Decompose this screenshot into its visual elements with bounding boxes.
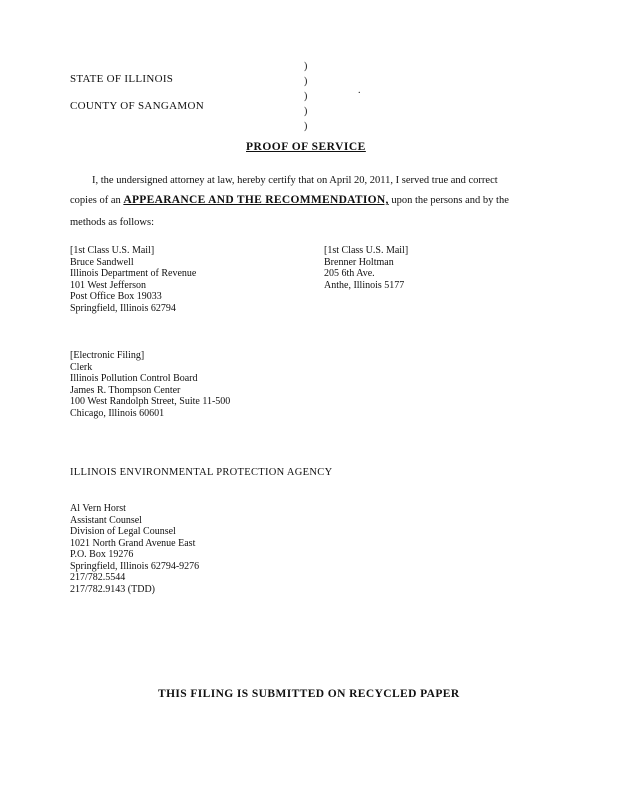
service-block-electronic bbox=[70, 350, 230, 419]
document-title: APPEARANCE AND THE RECOMMENDATION, bbox=[123, 194, 389, 206]
service-method: [1st Class U.S. Mail] bbox=[70, 245, 155, 256]
signatory-block bbox=[70, 503, 199, 595]
service-method: [1st Class U.S. Mail] bbox=[324, 245, 409, 256]
address-line: Post Office Box 19033 bbox=[70, 291, 162, 302]
paren-5: ) bbox=[304, 121, 308, 132]
line2-pre: copies of an bbox=[70, 195, 124, 206]
caption-county: COUNTY OF SANGAMON bbox=[70, 100, 204, 112]
signatory-line: 217/782.9143 (TDD) bbox=[70, 583, 155, 595]
agency-name: ILLINOIS ENVIRONMENTAL PROTECTION AGENCY bbox=[70, 467, 333, 478]
paren-1: ) bbox=[304, 61, 308, 72]
certification-line-1: I, the undersigned attorney at law, hereby certify that on April 20, 2011, I served true and correct bbox=[92, 175, 498, 186]
line2-post: upon the persons and by the bbox=[388, 195, 509, 206]
signatory-line: P.O. Box 19276 bbox=[70, 549, 134, 560]
paren-4: ) bbox=[304, 106, 308, 117]
signatory-line: Al Vern Horst bbox=[70, 503, 126, 514]
signatory-line: Division of Legal Counsel bbox=[70, 526, 176, 537]
certification-line-2 bbox=[70, 194, 509, 206]
address-line: 205 6th Ave. bbox=[324, 268, 375, 279]
signatory-line: Assistant Counsel bbox=[70, 514, 142, 526]
service-block-right bbox=[324, 245, 408, 291]
address-line: 101 West Jefferson bbox=[70, 279, 147, 291]
service-block-left bbox=[70, 245, 196, 314]
address-line: Illinois Pollution Control Board bbox=[70, 373, 198, 384]
signatory-line: Springfield, Illinois 62794-9276 bbox=[70, 560, 200, 572]
address-line: Springfield, Illinois 62794 bbox=[70, 302, 176, 314]
address-line: Anthe, Illinois 5177 bbox=[324, 279, 405, 291]
caption-state: STATE OF ILLINOIS bbox=[70, 73, 174, 85]
service-method: [Electronic Filing] bbox=[70, 350, 145, 361]
address-line: Bruce Sandwell bbox=[70, 256, 134, 268]
address-line: Brenner Holtman bbox=[324, 256, 394, 268]
recycled-paper-notice: THIS FILING IS SUBMITTED ON RECYCLED PAPER bbox=[158, 688, 460, 700]
paren-3: ) bbox=[304, 91, 308, 102]
certification-line-3: methods as follows: bbox=[70, 217, 154, 228]
address-line: Illinois Department of Revenue bbox=[70, 268, 197, 279]
signatory-line: 1021 North Grand Avenue East bbox=[70, 537, 196, 549]
address-line: James R. Thompson Center bbox=[70, 384, 181, 396]
paren-2: ) bbox=[304, 76, 308, 87]
address-line: Clerk bbox=[70, 361, 93, 373]
address-line: Chicago, Illinois 60601 bbox=[70, 407, 165, 419]
address-line: 100 West Randolph Street, Suite 11-500 bbox=[70, 396, 231, 407]
page-title: PROOF OF SERVICE bbox=[246, 141, 366, 153]
caption-parens bbox=[304, 60, 307, 133]
signatory-line: 217/782.5544 bbox=[70, 572, 126, 583]
caption-ss-mark: . bbox=[358, 85, 361, 96]
